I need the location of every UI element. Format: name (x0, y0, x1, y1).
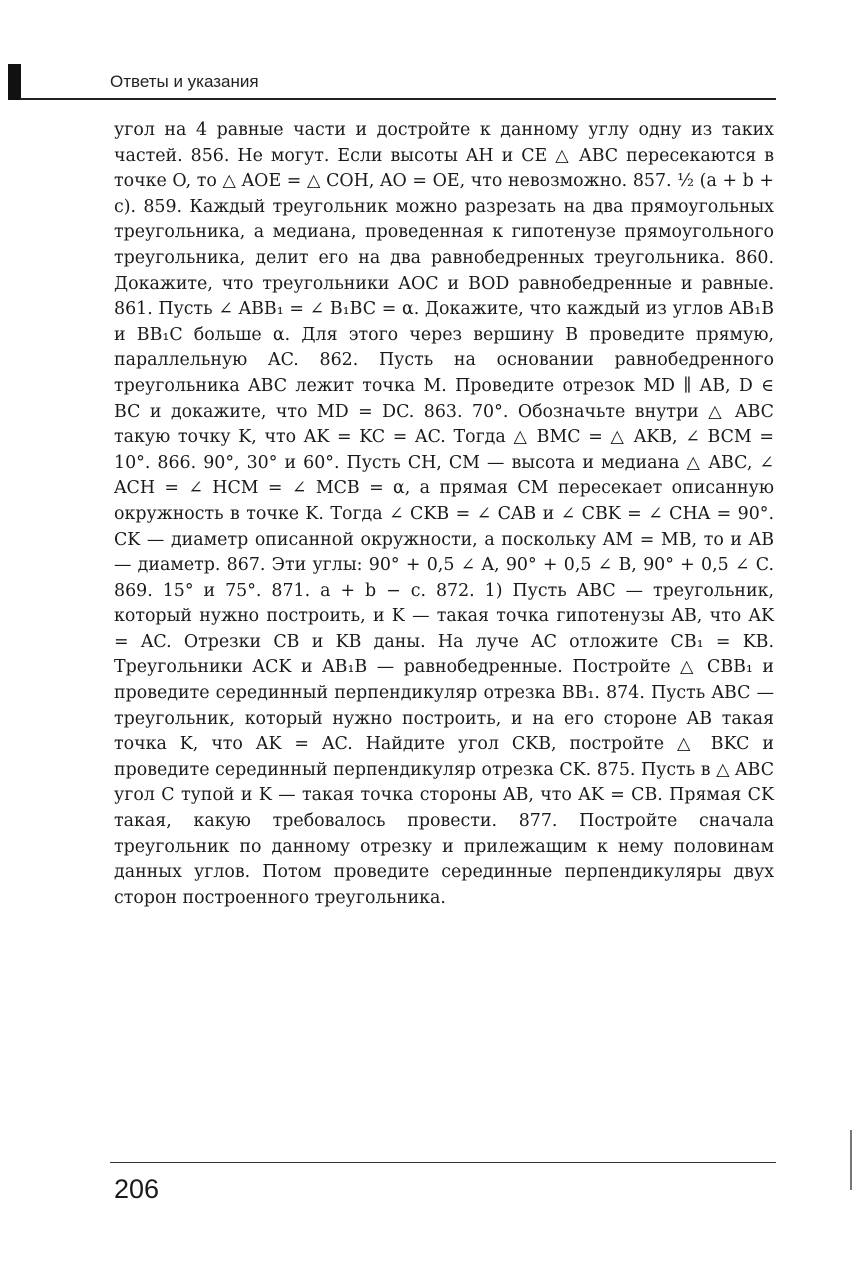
answers-paragraph: угол на 4 равные части и достройте к данному углу одну из таких частей. 856. Не могут. Если высоты AH и CE △ ABC пересекаются в точке O, то △ AOE = △ COH, AO = OE, что невозможно. 857. ½ (a + b + c). 859. Каждый треугольник можно разрезать на два прямоугольных треугольника, а медиана, проведенная к гипотенузе прямоугольного треугольника, делит его на два равнобедренных треугольника. 860. Докажите, что треугольники AOC и BOD равнобедренные и равные. 861. Пусть ∠ ABB₁ = ∠ B₁BC = α. Докажите, что каждый из углов AB₁B и BB₁C больше α. Для этого через вершину B проведите прямую, параллельную AC. 862. Пусть на основании равнобедренного треугольника ABC лежит точка M. Проведите отрезок MD ∥ AB, D ∈ BC и докажите, что MD = DC. 863. 70°. Обозначьте внутри △ ABC такую точку K, что AK = KC = AC. Тогда △ BMC = △ AKB, ∠ BCM = 10°. 866. 90°, 30° и 60°. Пусть CH, CM — высота и медиана △ ABC, ∠ ACH = ∠ HCM = ∠ MCB = α, а прямая CM пересекает описанную окружность в точке K. Тогда ∠ CKB = ∠ CAB и ∠ CBK = ∠ CHA = 90°. CK — диаметр описанной окружности, а поскольку AM = MB, то и AB — диаметр. 867. Эти углы: 90° + 0,5 ∠ A, 90° + 0,5 ∠ B, 90° + 0,5 ∠ C. 869. 15° и 75°. 871. a + b − c. 872. 1) Пусть ABC — треугольник, который нужно построить, и K — такая точка гипотенузы AB, что AK = AC. Отрезки CB и KB даны. На луче AC отложите CB₁ = KB. Треугольники ACK и AB₁B — равнобедренные. Постройте △ CBB₁ и проведите серединный перпендикуляр отрезка BB₁. 874. Пусть ABC — треугольник, который нужно построить, и на его стороне AB такая точка K, что AK = AC. Найдите угол CKB, постройте △ BKC и проведите серединный перпендикуляр отрезка CK. 875. Пусть в △ ABC угол C тупой и K — такая точка стороны AB, что AK = CB. Прямая CK такая, какую требовалось провести. 877. Постройте сначала треугольник по данному отрезку и прилежащим к нему половинам данных углов. Потом проведите серединные перпендикуляры двух сторон построенного треугольника. (114, 120, 774, 908)
running-head: Ответы и указания (110, 72, 259, 91)
page-number: 206 (114, 1174, 160, 1204)
footer-rule (110, 1162, 776, 1163)
section-marker (8, 64, 21, 100)
scan-edge-line (850, 1130, 852, 1190)
header-rule (20, 98, 776, 100)
